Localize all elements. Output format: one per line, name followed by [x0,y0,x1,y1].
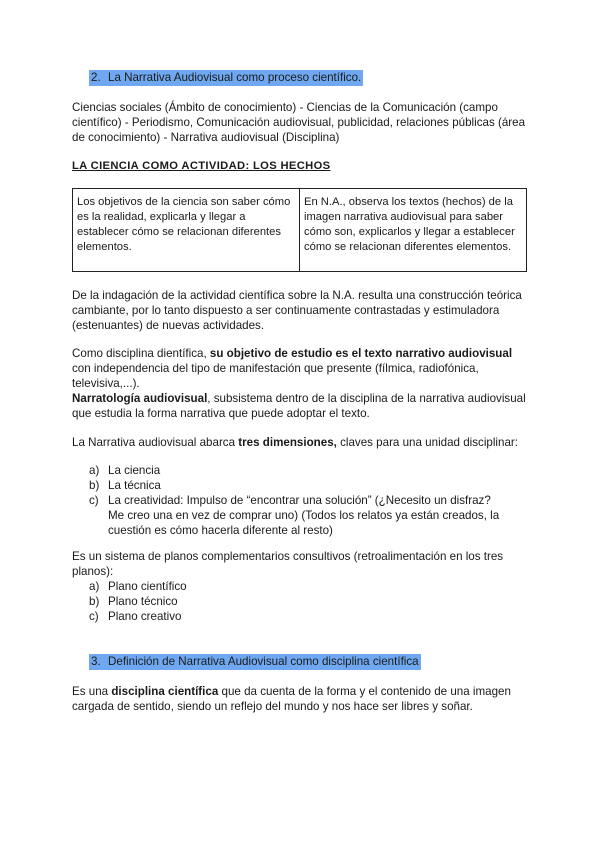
list-text: La creatividad: Impulso de “encontrar una solución” (¿Necesito un disfraz? Me creo una en vez de comprar uno) (Todos los relatos ya están creados, la cuestión es cómo hacerla diferente al resto) [108,494,500,537]
narratologia-bold: Narratología audiovisual [72,392,208,405]
list-item [89,478,509,493]
dimensiones-pre: La Narrativa audiovisual abarca [72,436,239,449]
disciplina-bold: su objetivo de estudio es el texto narrativo audiovisual [209,347,513,360]
section-2-number: 2. [91,71,101,84]
list-marker: a) [89,580,100,593]
narratologia-post: , subsistema dentro de la disciplina de la narrativa audiovisual que estudia la forma narrativa que puede adoptar el texto. [72,392,526,420]
disciplina-paragraph [72,346,532,391]
dimensiones-list [89,463,509,538]
list-text: Plano creativo [108,610,182,623]
section-3-title: Definición de Narrativa Audiovisual como disciplina científica [108,655,419,668]
list-item [89,579,509,594]
definicion-bold: disciplina científica [111,685,219,698]
definicion-paragraph [72,684,532,714]
list-text: Plano técnico [108,595,178,608]
section-3-highlight [89,654,421,670]
list-item [89,609,509,624]
disciplina-post: con independencia del tipo de manifestación que presente (fílmica, radiofónica, televisiva,...). [72,362,479,390]
section-3-heading [89,655,421,668]
table-cell-right: En N.A., observa los textos (hechos) de la imagen narrativa audiovisual para saber cómo son, explicarlos y llegar a establecer cómo se relacionan diferentes elementos. [300,189,527,272]
list-item [89,463,509,478]
list-marker: b) [89,595,100,608]
subheading: LA CIENCIA COMO ACTIVIDAD: LOS HECHOS [72,160,331,172]
definicion-pre: Es una [72,685,112,698]
list-item [89,594,509,609]
dimensiones-paragraph [72,435,532,450]
dimensiones-post: claves para una unidad disciplinar: [336,436,518,449]
indagacion-paragraph: De la indagación de la actividad científica sobre la N.A. resulta una construcción teórica cambiante, por lo tanto dispuesto a ser continuamente contrastadas y estimuladora (estenuantes) de nuevas actividades. [72,289,522,332]
table-cell-left: Los objetivos de la ciencia son saber cómo es la realidad, explicarla y llegar a establecer cómo se relacionan diferentes elementos. [73,189,300,272]
list-text: La ciencia [108,464,161,477]
dimensiones-bold: tres dimensiones, [238,436,337,449]
section-2-highlight [89,70,363,86]
section-2-heading [89,71,363,84]
table-row [73,189,527,272]
list-marker: c) [89,494,99,507]
list-marker: c) [89,610,99,623]
list-marker: b) [89,479,100,492]
classification-paragraph: Ciencias sociales (Ámbito de conocimiento) - Ciencias de la Comunicación (campo científico) - Periodismo, Comunicación audiovisual, publicidad, relaciones públicas (área de conocimiento) - Narrativa audiovisual (Disciplina) [72,101,526,144]
section-3-number: 3. [91,655,101,668]
section-2-title: La Narrativa Audiovisual como proceso científico. [108,71,362,84]
sistema-paragraph: Es un sistema de planos complementarios consultivos (retroalimentación en los tres planos): [72,550,504,578]
planos-list [89,579,509,624]
definicion-post: que da cuenta de la forma y el contenido de una imagen cargada de sentido, siendo un reflejo del mundo y nos hace ser libres y soñar. [72,685,511,713]
list-item [89,493,509,538]
list-marker: a) [89,464,100,477]
disciplina-pre: Como disciplina dientífica, [72,347,210,360]
comparison-table [72,188,527,272]
list-text: La técnica [108,479,161,492]
narratologia-paragraph [72,391,532,421]
list-text: Plano científico [108,580,187,593]
